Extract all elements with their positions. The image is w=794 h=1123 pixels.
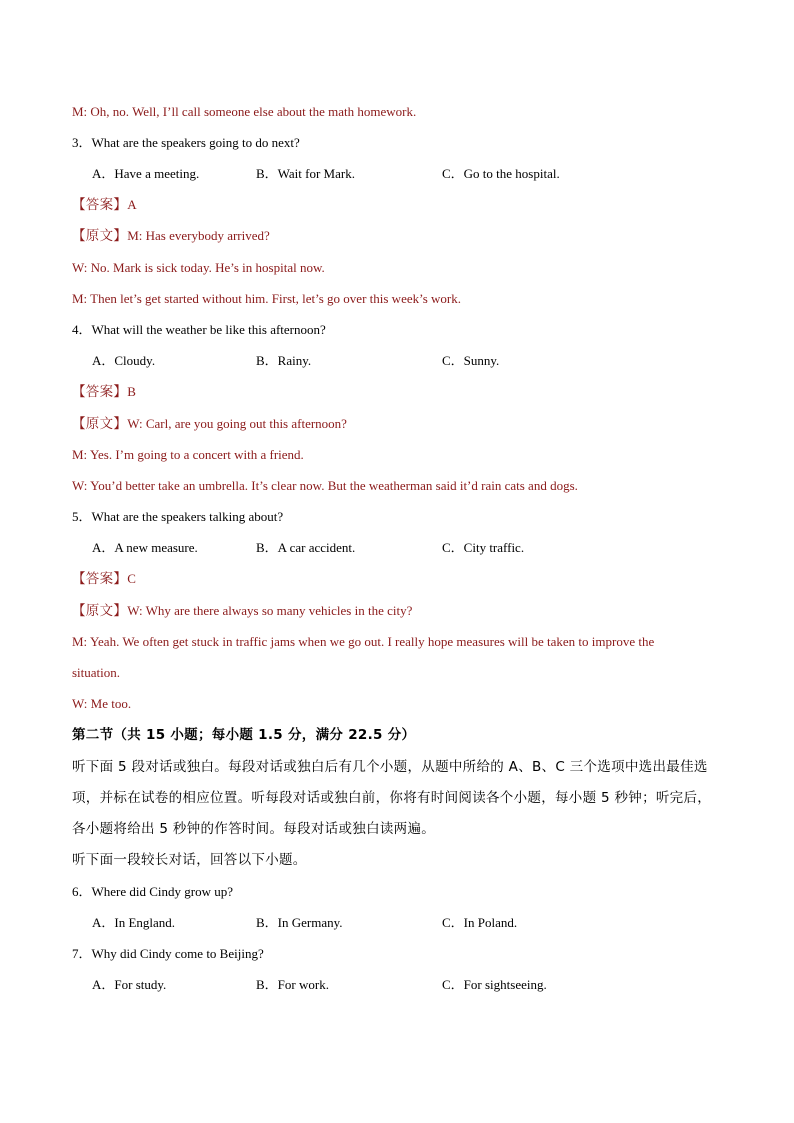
instruction-line: 项，并标在试卷的相应位置。听每段对话或独白前，你将有时间阅读各个小题，每小题 5 秒钟；听完后， xyxy=(72,790,712,806)
dialogue-line: M: Yeah. We often get stuck in traffic jams when we go out. I really hope measures will be taken to improve the xyxy=(72,634,655,649)
question-6-stem: 6．Where did Cindy grow up? xyxy=(72,884,234,899)
instruction-line: 听下面一段较长对话，回答以下小题。 xyxy=(72,852,307,868)
answer-tag: 【答案】 xyxy=(72,384,128,400)
question-6-option-b: B．In Germany. xyxy=(256,915,343,930)
transcript-line: W: Carl, are you going out this afternoon? xyxy=(127,416,347,431)
question-5-stem: 5．What are the speakers talking about? xyxy=(72,509,284,524)
transcript-line: W: Why are there always so many vehicles in the city? xyxy=(127,603,413,618)
transcript-5 xyxy=(72,603,412,619)
transcript-3 xyxy=(72,228,270,244)
dialogue-line: M: Then let’s get started without him. First, let’s go over this week’s work. xyxy=(72,291,461,306)
question-3-option-c: C．Go to the hospital. xyxy=(442,166,560,181)
instruction-line: 各小题将给出 5 秒钟的作答时间。每段对话或独白读两遍。 xyxy=(72,821,436,837)
question-5-option-c: C．City traffic. xyxy=(442,540,525,555)
instruction-line: 听下面 5 段对话或独白。每段对话或独白后有几个小题，从题中所给的 A、B、C 三个选项中选出最佳选 xyxy=(72,759,708,775)
question-5-option-a: A．A new measure. xyxy=(92,540,198,555)
question-4-option-a: A．Cloudy. xyxy=(92,353,156,368)
transcript-line: M: Has everybody arrived? xyxy=(127,228,270,243)
dialogue-line: M: Yes. I’m going to a concert with a friend. xyxy=(72,447,304,462)
question-4-option-c: C．Sunny. xyxy=(442,353,500,368)
question-7-option-b: B．For work. xyxy=(256,977,329,992)
section-heading: 第二节（共 15 小题；每小题 1.5 分，满分 22.5 分） xyxy=(72,727,416,743)
answer-value: A xyxy=(127,197,137,212)
question-7-option-a: A．For study. xyxy=(92,977,167,992)
question-3-option-b: B．Wait for Mark. xyxy=(256,166,355,181)
question-6-option-a: A．In England. xyxy=(92,915,176,930)
answer-tag: 【答案】 xyxy=(72,197,128,213)
question-7-stem: 7．Why did Cindy come to Beijing? xyxy=(72,946,264,961)
question-7-option-c: C．For sightseeing. xyxy=(442,977,547,992)
answer-tag: 【答案】 xyxy=(72,571,128,587)
dialogue-line: M: Oh, no. Well, I’ll call someone else about the math homework. xyxy=(72,104,417,119)
dialogue-line: situation. xyxy=(72,665,121,680)
transcript-tag: 【原文】 xyxy=(72,228,128,244)
answer-value: C xyxy=(127,571,136,586)
transcript-tag: 【原文】 xyxy=(72,603,128,619)
dialogue-line: W: You’d better take an umbrella. It’s clear now. But the weatherman said it’d rain cats and dogs. xyxy=(72,478,578,493)
answer-value: B xyxy=(127,384,136,399)
question-4-stem: 4．What will the weather be like this afternoon? xyxy=(72,322,326,337)
answer-5 xyxy=(72,571,136,587)
transcript-tag: 【原文】 xyxy=(72,416,128,432)
question-5-option-b: B．A car accident. xyxy=(256,540,356,555)
dialogue-line: W: No. Mark is sick today. He’s in hospital now. xyxy=(72,260,325,275)
dialogue-line: W: Me too. xyxy=(72,696,132,711)
question-4-option-b: B．Rainy. xyxy=(256,353,312,368)
transcript-4 xyxy=(72,416,347,432)
answer-3 xyxy=(72,197,137,213)
question-6-option-c: C．In Poland. xyxy=(442,915,518,930)
question-3-option-a: A．Have a meeting. xyxy=(92,166,200,181)
question-3-stem: 3．What are the speakers going to do next? xyxy=(72,135,300,150)
answer-4 xyxy=(72,384,136,400)
